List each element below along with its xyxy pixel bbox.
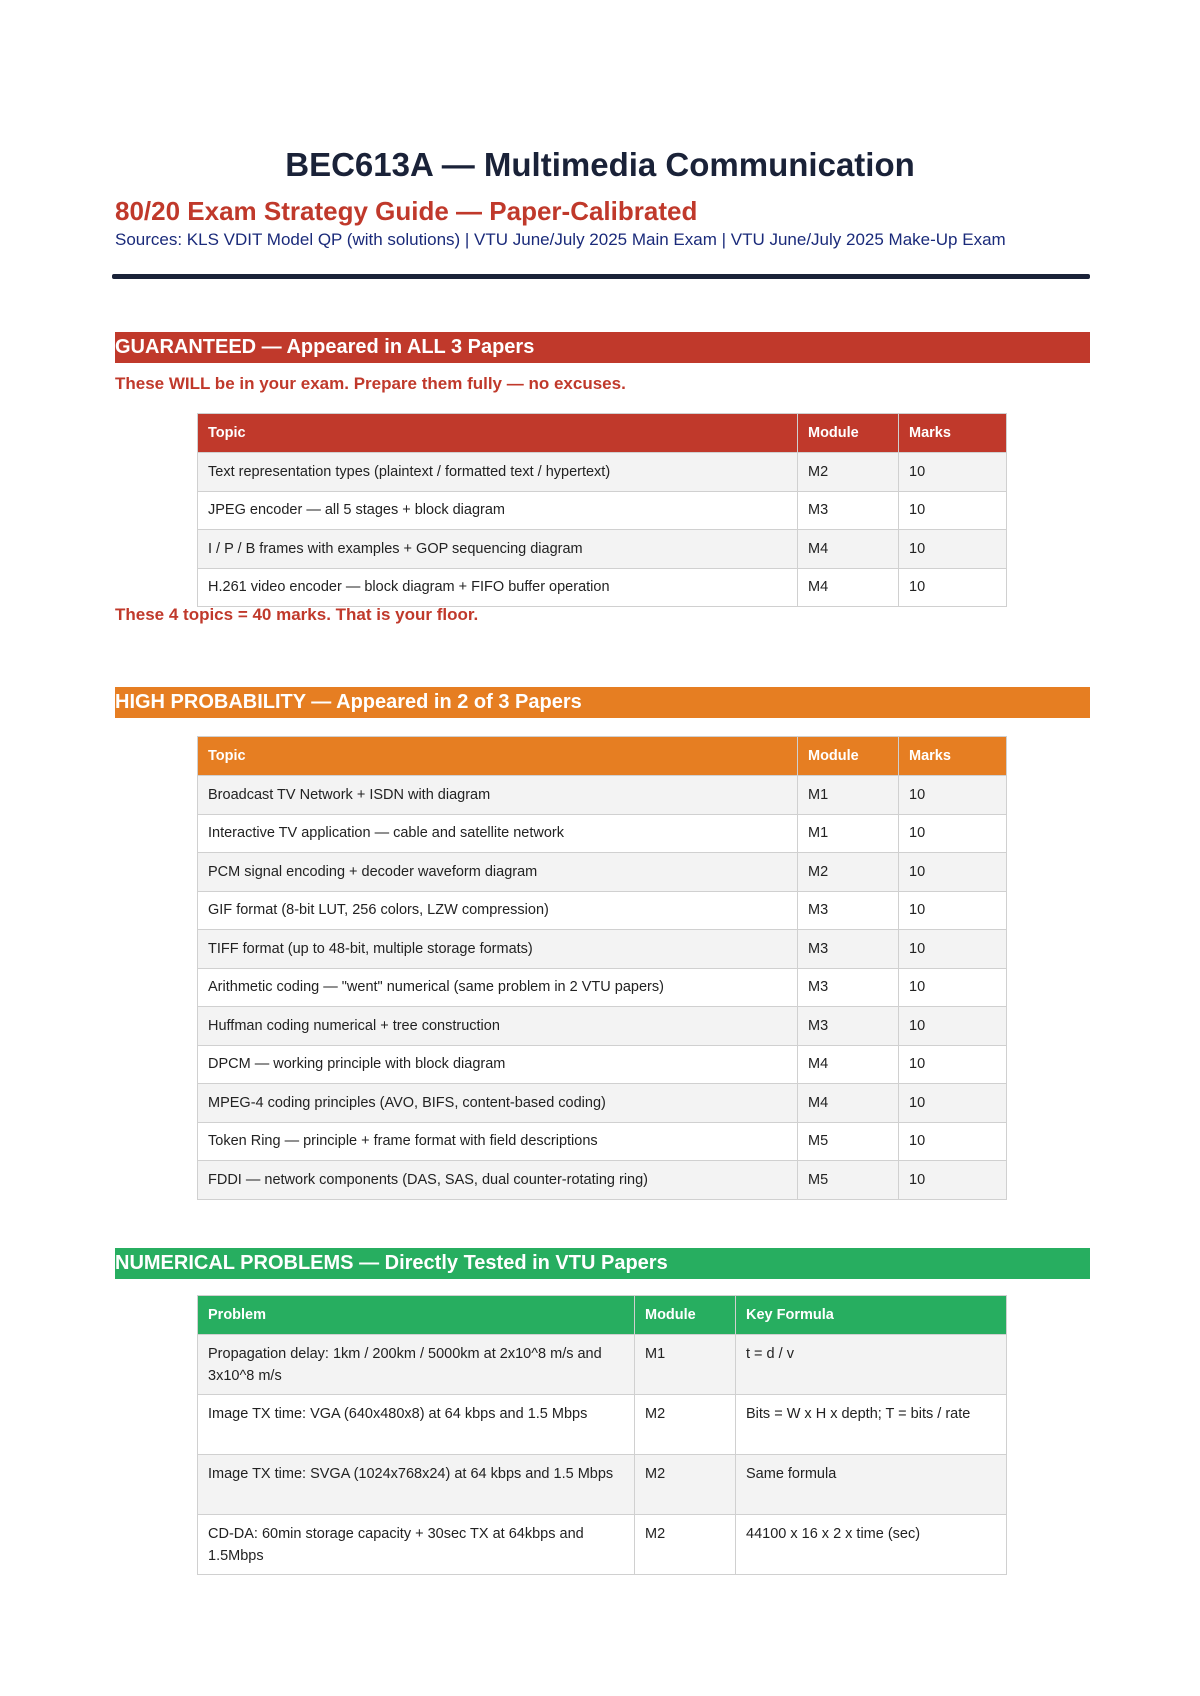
module-cell: M3 (798, 968, 899, 1007)
section-heading-guaranteed: GUARANTEED — Appeared in ALL 3 Papers (115, 332, 1090, 363)
column-header: Topic (198, 737, 798, 776)
table-row (198, 1045, 1007, 1084)
formula-cell: t = d / v (736, 1335, 1007, 1395)
column-header: Marks (899, 414, 1007, 453)
guaranteed-intro: These WILL be in your exam. Prepare them fully — no excuses. (115, 374, 626, 393)
table-header-row (198, 414, 1007, 453)
module-cell: M1 (798, 814, 899, 853)
formula-cell: 44100 x 16 x 2 x time (sec) (736, 1515, 1007, 1575)
module-cell: M3 (798, 491, 899, 530)
topic-cell: GIF format (8-bit LUT, 256 colors, LZW compression) (198, 891, 798, 930)
marks-cell: 10 (899, 1045, 1007, 1084)
table-row (198, 776, 1007, 815)
topic-cell: JPEG encoder — all 5 stages + block diagram (198, 491, 798, 530)
column-header: Topic (198, 414, 798, 453)
module-cell: M2 (635, 1515, 736, 1575)
section-heading-high-probability: HIGH PROBABILITY — Appeared in 2 of 3 Papers (115, 687, 1090, 718)
marks-cell: 10 (899, 1161, 1007, 1200)
high-probability-table (197, 736, 1007, 1200)
module-cell: M4 (798, 530, 899, 569)
topic-cell: FDDI — network components (DAS, SAS, dual counter-rotating ring) (198, 1161, 798, 1200)
marks-cell: 10 (899, 1084, 1007, 1123)
table-row (198, 1161, 1007, 1200)
problem-cell: CD-DA: 60min storage capacity + 30sec TX at 64kbps and 1.5Mbps (198, 1515, 635, 1575)
column-header: Module (798, 737, 899, 776)
topic-cell: Arithmetic coding — "went" numerical (same problem in 2 VTU papers) (198, 968, 798, 1007)
column-header: Marks (899, 737, 1007, 776)
table-row (198, 1515, 1007, 1575)
marks-cell: 10 (899, 930, 1007, 969)
guaranteed-table (197, 413, 1007, 607)
module-cell: M5 (798, 1122, 899, 1161)
table-row (198, 453, 1007, 492)
sources-line: Sources: KLS VDIT Model QP (with solutions) | VTU June/July 2025 Main Exam | VTU June/July 2025 Make-Up Exam (115, 230, 1006, 249)
guaranteed-footer: These 4 topics = 40 marks. That is your floor. (115, 605, 479, 624)
numerical-table (197, 1295, 1007, 1575)
table-row (198, 968, 1007, 1007)
topic-cell: Broadcast TV Network + ISDN with diagram (198, 776, 798, 815)
table-header-row (198, 1296, 1007, 1335)
topic-cell: H.261 video encoder — block diagram + FIFO buffer operation (198, 568, 798, 607)
table-row (198, 568, 1007, 607)
topic-cell: MPEG-4 coding principles (AVO, BIFS, content-based coding) (198, 1084, 798, 1123)
module-cell: M1 (635, 1335, 736, 1395)
marks-cell: 10 (899, 453, 1007, 492)
table-row (198, 853, 1007, 892)
topic-cell: Huffman coding numerical + tree construction (198, 1007, 798, 1046)
topic-cell: Text representation types (plaintext / formatted text / hypertext) (198, 453, 798, 492)
table-header-row (198, 737, 1007, 776)
marks-cell: 10 (899, 776, 1007, 815)
table-row (198, 1395, 1007, 1455)
topic-cell: I / P / B frames with examples + GOP sequencing diagram (198, 530, 798, 569)
module-cell: M4 (798, 568, 899, 607)
module-cell: M3 (798, 891, 899, 930)
module-cell: M1 (798, 776, 899, 815)
problem-cell: Image TX time: VGA (640x480x8) at 64 kbps and 1.5 Mbps (198, 1395, 635, 1455)
marks-cell: 10 (899, 814, 1007, 853)
table-row (198, 1084, 1007, 1123)
marks-cell: 10 (899, 891, 1007, 930)
topic-cell: TIFF format (up to 48-bit, multiple storage formats) (198, 930, 798, 969)
topic-cell: DPCM — working principle with block diagram (198, 1045, 798, 1084)
module-cell: M2 (798, 853, 899, 892)
table-row (198, 1122, 1007, 1161)
marks-cell: 10 (899, 1007, 1007, 1046)
table-row (198, 1335, 1007, 1395)
module-cell: M3 (798, 1007, 899, 1046)
topic-cell: PCM signal encoding + decoder waveform diagram (198, 853, 798, 892)
document-title: BEC613A — Multimedia Communication (285, 146, 915, 183)
marks-cell: 10 (899, 491, 1007, 530)
marks-cell: 10 (899, 530, 1007, 569)
problem-cell: Propagation delay: 1km / 200km / 5000km at 2x10^8 m/s and 3x10^8 m/s (198, 1335, 635, 1395)
topic-cell: Token Ring — principle + frame format with field descriptions (198, 1122, 798, 1161)
column-header: Module (798, 414, 899, 453)
module-cell: M2 (635, 1395, 736, 1455)
formula-cell: Bits = W x H x depth; T = bits / rate (736, 1395, 1007, 1455)
table-row (198, 530, 1007, 569)
table-row (198, 1007, 1007, 1046)
table-row (198, 491, 1007, 530)
module-cell: M5 (798, 1161, 899, 1200)
table-row (198, 814, 1007, 853)
marks-cell: 10 (899, 1122, 1007, 1161)
marks-cell: 10 (899, 968, 1007, 1007)
formula-cell: Same formula (736, 1455, 1007, 1515)
table-row (198, 930, 1007, 969)
module-cell: M4 (798, 1084, 899, 1123)
table-row (198, 1455, 1007, 1515)
table-row (198, 891, 1007, 930)
topic-cell: Interactive TV application — cable and satellite network (198, 814, 798, 853)
module-cell: M4 (798, 1045, 899, 1084)
column-header: Problem (198, 1296, 635, 1335)
marks-cell: 10 (899, 853, 1007, 892)
document-subtitle: 80/20 Exam Strategy Guide — Paper-Calibrated (115, 196, 698, 226)
column-header: Module (635, 1296, 736, 1335)
header-divider (112, 274, 1090, 279)
module-cell: M2 (798, 453, 899, 492)
marks-cell: 10 (899, 568, 1007, 607)
module-cell: M3 (798, 930, 899, 969)
column-header: Key Formula (736, 1296, 1007, 1335)
problem-cell: Image TX time: SVGA (1024x768x24) at 64 kbps and 1.5 Mbps (198, 1455, 635, 1515)
module-cell: M2 (635, 1455, 736, 1515)
section-heading-numerical: NUMERICAL PROBLEMS — Directly Tested in VTU Papers (115, 1248, 1090, 1279)
